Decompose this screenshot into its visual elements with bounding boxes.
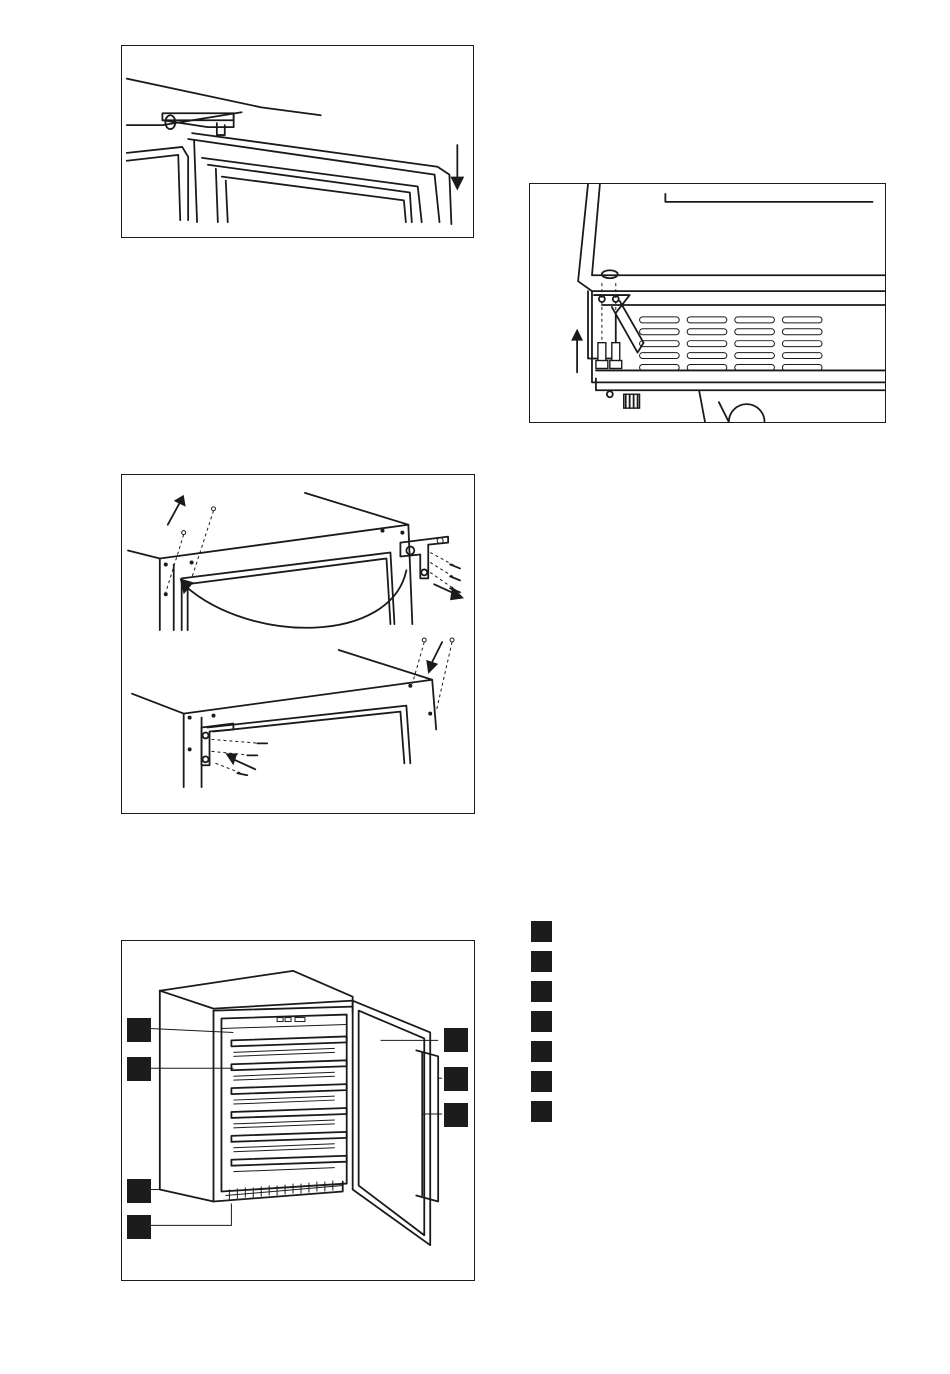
legend-key	[531, 921, 555, 1131]
legend-marker-4	[531, 1011, 552, 1032]
legend-marker-2	[531, 951, 552, 972]
ventilation-grille	[640, 317, 822, 371]
up-arrow-icon	[571, 329, 583, 341]
hinge-reverse-illustration	[122, 475, 474, 813]
callout-marker-foot	[127, 1179, 151, 1203]
legend-marker-7	[531, 1101, 552, 1122]
callout-marker-handle	[444, 1067, 468, 1091]
legend-marker-1	[531, 921, 552, 942]
callout-marker-top-left	[127, 1018, 151, 1042]
down-arrow-icon	[450, 177, 464, 191]
callout-marker-seal	[444, 1103, 468, 1127]
callout-marker-grille	[127, 1215, 151, 1239]
right-arrow-icon	[450, 586, 464, 600]
up-arrow-icon	[174, 495, 186, 507]
figure-appliance-overview	[121, 940, 475, 1281]
bottom-hinge-illustration	[530, 184, 885, 422]
figure-door-top	[121, 45, 474, 238]
legend-marker-6	[531, 1071, 552, 1092]
legend-marker-5	[531, 1041, 552, 1062]
callout-marker-door	[444, 1028, 468, 1052]
down-arrow-icon	[426, 660, 438, 674]
adjustable-foot-icon	[607, 391, 640, 408]
legend-marker-3	[531, 981, 552, 1002]
figure-hinge-reverse	[121, 474, 475, 814]
wine-racks-icon	[231, 1036, 346, 1171]
left-arrow-icon	[225, 753, 237, 765]
appliance-overview-illustration	[122, 941, 474, 1280]
door-top-illustration	[122, 46, 473, 237]
callout-marker-racks	[127, 1057, 151, 1081]
figure-bottom-hinge	[529, 183, 886, 423]
door-swing-arrow-icon	[186, 570, 407, 627]
